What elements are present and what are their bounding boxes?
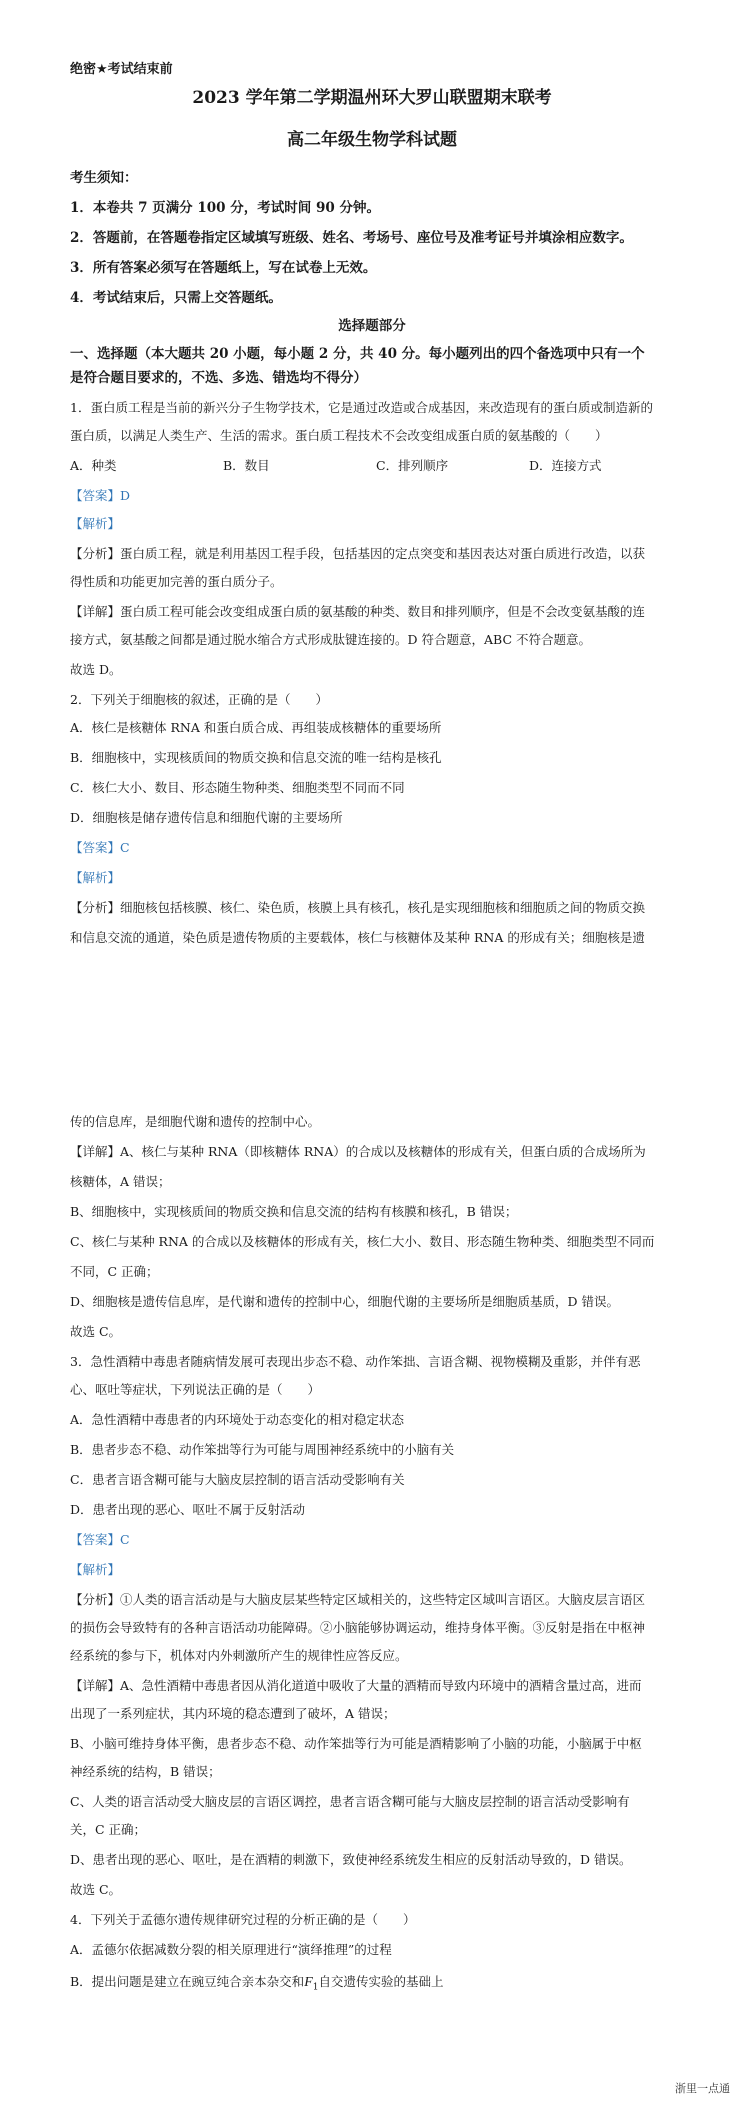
q3-analysis-line3: 经系统的参与下，机体对内外刺激所产生的规律性应答反应。	[70, 1648, 408, 1663]
q1-option-c: C．排列顺序	[376, 458, 449, 473]
q2-detail-a-line1: 【详解】A、核仁与某种 RNA（即核糖体 RNA）的合成以及核糖体的形成有关，但蛋白质的合成场所为	[70, 1144, 646, 1159]
q1-option-a: A．种类	[70, 458, 117, 473]
exam-title: 2023 学年第二学期温州环大罗山联盟期末联考	[192, 88, 552, 108]
q1-conclusion: 故选 D。	[70, 662, 122, 677]
q3-stem-line1: 3．急性酒精中毒患者随病情发展可表现出步态不稳、动作笨拙、言语含糊、视物模糊及重影，并伴有恶	[70, 1354, 641, 1369]
q1-options	[70, 456, 682, 476]
q3-option-b: B．患者步态不稳、动作笨拙等行为可能与周围神经系统中的小脑有关	[70, 1442, 455, 1457]
f1-symbol: F	[304, 1975, 313, 1990]
q4-option-a: A．孟德尔依据减数分裂的相关原理进行“演绎推理”的过程	[70, 1942, 392, 1957]
section-title: 选择题部分	[338, 318, 406, 334]
q3-detail-b-line2: 神经系统的结构，B 错误；	[70, 1764, 221, 1779]
q1-jiexi-label: 【解析】	[70, 516, 121, 531]
q1-option-b: B．数目	[223, 458, 270, 473]
q3-stem-line2: 心、呕吐等症状，下列说法正确的是（ ）	[70, 1382, 321, 1397]
q2-analysis-line3: 传的信息库，是细胞代谢和遗传的控制中心。	[70, 1114, 321, 1129]
exam-subtitle: 高二年级生物学科试题	[287, 130, 457, 150]
notice-heading: 考生须知：	[70, 170, 138, 186]
q1-detail-line2: 接方式，氨基酸之间都是通过脱水缩合方式形成肽键连接的。D 符合题意，ABC 不符合题意。	[70, 632, 591, 647]
q2-detail-c-line1: C、核仁与某种 RNA 的合成以及核糖体的形成有关，核仁大小、数目、形态随生物种类、细胞类型不同而	[70, 1234, 655, 1249]
q3-option-a: A．急性酒精中毒患者的内环境处于动态变化的相对稳定状态	[70, 1412, 405, 1427]
notice-item-1: 1．本卷共 7 页满分 100 分，考试时间 90 分钟。	[70, 200, 380, 216]
q4-option-b: B．提出问题是建立在豌豆纯合亲本杂交和$F_1$自交遗传实验的基础上	[70, 1974, 444, 1993]
q3-detail-c-line2: 关，C 正确；	[70, 1822, 147, 1837]
q2-analysis-line2: 和信息交流的通道，染色质是遗传物质的主要载体，核仁与核糖体及某种 RNA 的形成有关；细胞核是遗	[70, 930, 645, 945]
q2-detail-b: B、细胞核中，实现核质间的物质交换和信息交流的结构有核膜和核孔，B 错误；	[70, 1204, 518, 1219]
q2-option-d: D．细胞核是储存遗传信息和细胞代谢的主要场所	[70, 810, 343, 825]
notice-item-4: 4．考试结束后，只需上交答题纸。	[70, 290, 282, 306]
q1-analysis-line2: 得性质和功能更加完善的蛋白质分子。	[70, 574, 283, 589]
q2-jiexi-label: 【解析】	[70, 870, 121, 885]
q1-stem-line1: 1．蛋白质工程是当前的新兴分子生物学技术，它是通过改造或合成基因，来改造现有的蛋白质或制造新的	[70, 400, 653, 415]
section-intro-line1: 一、选择题（本大题共 20 小题，每小题 2 分，共 40 分。每小题列出的四个备选项中只有一个	[70, 346, 645, 362]
secret-label: 绝密★考试结束前	[70, 62, 173, 77]
q2-stem: 2．下列关于细胞核的叙述，正确的是（ ）	[70, 692, 328, 707]
q3-detail-a-line1: 【详解】A、急性酒精中毒患者因从消化道道中吸收了大量的酒精而导致内环境中的酒精含量过高，进而	[70, 1678, 642, 1693]
q3-detail-b-line1: B、小脑可维持身体平衡，患者步态不稳、动作笨拙等行为可能是酒精影响了小脑的功能，小脑属于中枢	[70, 1736, 642, 1751]
q2-analysis-line1: 【分析】细胞核包括核膜、核仁、染色质，核膜上具有核孔，核孔是实现细胞核和细胞质之间的物质交换	[70, 900, 646, 915]
notice-item-2: 2．答题前，在答题卷指定区域填写班级、姓名、考场号、座位号及准考证号并填涂相应数字。	[70, 230, 633, 246]
q2-answer: 【答案】C	[70, 840, 130, 855]
q2-conclusion: 故选 C。	[70, 1324, 122, 1339]
q1-option-d: D．连接方式	[529, 458, 602, 473]
section-intro-line2: 是符合题目要求的，不选、多选、错选均不得分）	[70, 370, 367, 386]
q2-option-a: A．核仁是核糖体 RNA 和蛋白质合成、再组装成核糖体的重要场所	[70, 720, 442, 735]
q3-detail-c-line1: C、人类的语言活动受大脑皮层的言语区调控，患者言语含糊可能与大脑皮层控制的语言活动受影响有	[70, 1794, 630, 1809]
q3-answer: 【答案】C	[70, 1532, 130, 1547]
q3-conclusion: 故选 C。	[70, 1882, 122, 1897]
q1-analysis-line1: 【分析】蛋白质工程，就是利用基因工程手段，包括基因的定点突变和基因表达对蛋白质进行改造，以获	[70, 546, 646, 561]
q2-detail-d: D、细胞核是遗传信息库，是代谢和遗传的控制中心，细胞代谢的主要场所是细胞质基质，D 错误。	[70, 1294, 620, 1309]
q1-detail-line1: 【详解】蛋白质工程可能会改变组成蛋白质的氨基酸的种类、数目和排列顺序，但是不会改变氨基酸的连	[70, 604, 646, 619]
q3-option-c: C．患者言语含糊可能与大脑皮层控制的语言活动受影响有关	[70, 1472, 405, 1487]
footer-watermark: 浙里一点通	[675, 2082, 730, 2095]
notice-item-3: 3．所有答案必须写在答题纸上，写在试卷上无效。	[70, 260, 377, 276]
q3-analysis-line1: 【分析】①人类的语言活动是与大脑皮层某些特定区域相关的，这些特定区域叫言语区。大脑皮层言语区	[70, 1592, 646, 1607]
q2-option-b: B．细胞核中，实现核质间的物质交换和信息交流的唯一结构是核孔	[70, 750, 442, 765]
q3-option-d: D．患者出现的恶心、呕吐不属于反射活动	[70, 1502, 306, 1517]
q2-detail-a-line2: 核糖体，A 错误；	[70, 1174, 171, 1189]
q1-stem-line2: 蛋白质，以满足人类生产、生活的需求。蛋白质工程技术不会改变组成蛋白质的氨基酸的（ ）	[70, 428, 608, 443]
q4-stem: 4．下列关于孟德尔遗传规律研究过程的分析正确的是（ ）	[70, 1912, 416, 1927]
q3-analysis-line2: 的损伤会导致特有的各种言语活动功能障碍。②小脑能够协调运动，维持身体平衡。③反射是指在中枢神	[70, 1620, 646, 1635]
q3-detail-a-line2: 出现了一系列症状，其内环境的稳态遭到了破坏，A 错误；	[70, 1706, 396, 1721]
q3-jiexi-label: 【解析】	[70, 1562, 121, 1577]
q1-answer: 【答案】D	[70, 488, 131, 503]
q2-detail-c-line2: 不同，C 正确；	[70, 1264, 159, 1279]
q2-option-c: C．核仁大小、数目、形态随生物种类、细胞类型不同而不同	[70, 780, 405, 795]
q3-detail-d: D、患者出现的恶心、呕吐，是在酒精的刺激下，致使神经系统发生相应的反射活动导致的，D 错误。	[70, 1852, 632, 1867]
